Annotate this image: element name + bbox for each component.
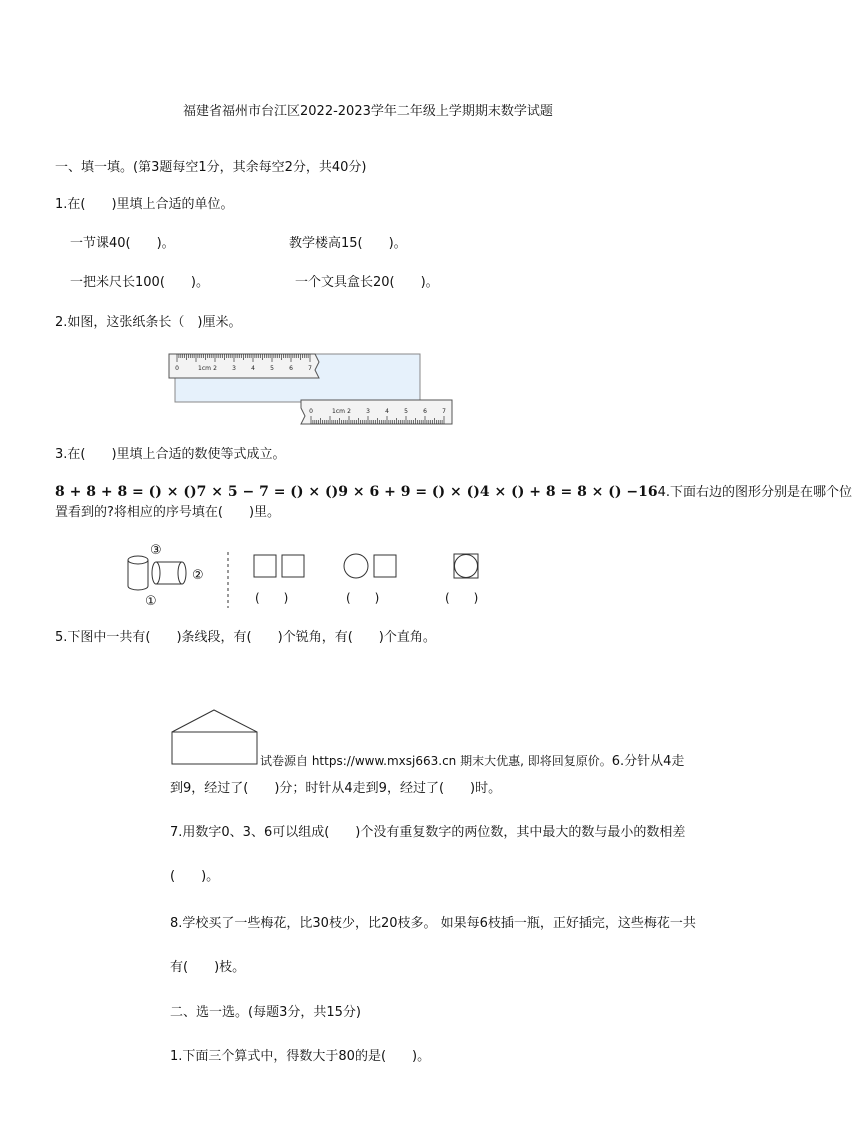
roof-lines [172, 710, 257, 732]
bottom-ruler-tick-label: 1cm [332, 408, 345, 415]
question-1-item-3: 一把米尺长100( )。 [70, 275, 209, 290]
bottom-ruler-tick-label: 2 [347, 408, 351, 415]
bottom-ruler-tick-label: 4 [385, 408, 389, 415]
top-ruler-tick-label: 0 [175, 365, 179, 372]
question-6-rest: 到9，经过了( )分；时针从4走到9，经过了( )时。 [170, 781, 502, 796]
watermark-text: 试卷源自 https://www.mxsj663.cn 期末大优惠, 即将回复原价。 [260, 754, 612, 768]
section-heading-1: 一、填一填。(第3题每空1分，其余每空2分，共40分) [55, 160, 367, 175]
section-heading-2: 二、选一选。(每题3分，共15分) [170, 1005, 361, 1020]
question-1-item-4: 一个文具盒长20( )。 [295, 275, 439, 290]
top-ruler-tick-label: 3 [232, 365, 236, 372]
label-3: ③ [150, 543, 162, 558]
top-ruler-tick-label: 4 [251, 365, 255, 372]
question-1-item-1: 一节课40( )。 [70, 236, 175, 251]
bottom-ruler-tick-label: 0 [309, 408, 313, 415]
bottom-ruler-tick-label: 3 [366, 408, 370, 415]
view-2-circle [344, 554, 368, 578]
top-ruler-tick-label: 7 [308, 365, 312, 372]
question-8-line-1: 8.学校买了一些梅花，比30枝少，比20枝多。 如果每6枝插一瓶，正好插完，这些梅花一共 [170, 916, 696, 931]
view-2-blank: ( ) [346, 591, 380, 605]
label-2: ② [192, 568, 204, 583]
view-1-square-left [254, 555, 276, 577]
view-3-blank: ( ) [445, 591, 479, 605]
top-ruler-tick-label: 1cm [198, 365, 211, 372]
bottom-ruler-tick-label: 7 [442, 408, 446, 415]
view-1-blank: ( ) [255, 591, 289, 605]
views-figure [120, 538, 500, 618]
view-1-square-right [282, 555, 304, 577]
question-4-prompt-continued: 置看到的?将相应的序号填在( )里。 [55, 505, 281, 520]
question-3-prompt: 3.在( )里填上合适的数使等式成立。 [55, 447, 286, 462]
question-5-prompt: 5.下图中一共有( )条线段，有( )个锐角，有( )个直角。 [55, 630, 436, 645]
bottom-ruler-tick-label: 5 [404, 408, 408, 415]
question-3-equations-row [55, 485, 852, 499]
section-2-question-1-prompt: 1.下面三个算式中，得数大于80的是( )。 [170, 1049, 431, 1064]
question-3-equations: 8 + 8 + 8 = () × ()7 × 5 − 7 = () × ()9 × 6 + 9 = () × ()4 × () + 8 = 8 × () −16 [55, 484, 658, 500]
question-8-line-2: 有( )枝。 [170, 960, 246, 975]
question-7-line-1: 7.用数字0、3、6可以组成( )个没有重复数字的两位数，其中最大的数与最小的数相差 [170, 825, 686, 840]
question-7-line-2: ( )。 [170, 869, 220, 884]
cylinder-lying [152, 562, 186, 584]
view-3-circle [455, 555, 478, 578]
ruler-figure [165, 348, 455, 428]
bottom-ruler [301, 400, 452, 424]
cylinder-standing [128, 556, 148, 590]
top-ruler-tick-label: 6 [289, 365, 293, 372]
question-1-item-2: 教学楼高15( )。 [289, 236, 407, 251]
watermark-and-question-6-row [260, 755, 684, 768]
question-6-start: 6.分针从4走 [611, 754, 685, 769]
house-shape-figure [170, 708, 265, 768]
question-4-prompt-start: 4.下面右边的图形分别是在哪个位 [657, 485, 852, 500]
question-1-prompt: 1.在( )里填上合适的单位。 [55, 197, 234, 212]
bottom-ruler-tick-label: 6 [423, 408, 427, 415]
top-ruler-tick-label: 2 [213, 365, 217, 372]
question-2-prompt: 2.如图，这张纸条长（ )厘米。 [55, 315, 242, 330]
label-1: ① [145, 594, 157, 609]
view-2-square [374, 555, 396, 577]
rectangle-body [172, 732, 257, 764]
top-ruler-tick-label: 5 [270, 365, 274, 372]
page-title: 福建省福州市台江区2022-2023学年二年级上学期期末数学试题 [183, 104, 553, 119]
